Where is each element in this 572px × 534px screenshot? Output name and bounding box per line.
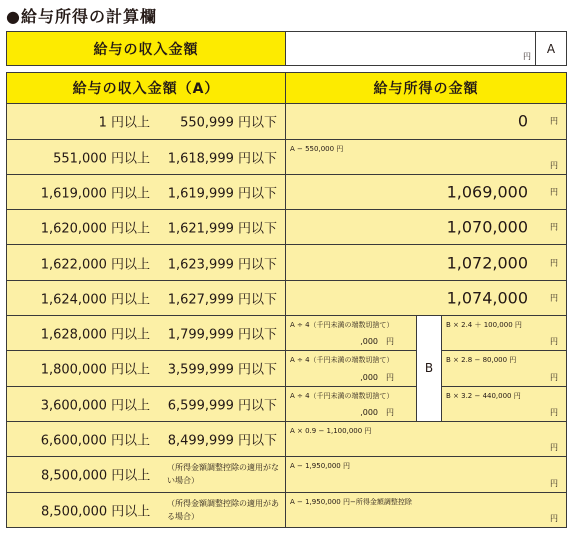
header-salary-income: 給与所得の金額 [286, 73, 567, 104]
thousand-suffix: ,000 円 [360, 337, 394, 347]
range-from: 8,500,000 円以上 [41, 504, 151, 520]
range-to: 1,627,999 円以下 [167, 292, 277, 308]
range-to: 6,599,999 円以下 [167, 398, 277, 414]
amount-cell [286, 174, 567, 209]
yen-unit: 円 [550, 514, 559, 523]
yen-unit: 円 [550, 160, 559, 170]
yen-unit: 円 [550, 407, 559, 417]
b-formula-text: B × 2.8 − 80,000 円 [446, 356, 517, 365]
range-to: 1,621,999 円以下 [167, 221, 277, 237]
table-row-range [7, 316, 286, 351]
yen-unit: 円 [550, 337, 559, 347]
formula-cell[interactable] [286, 457, 567, 492]
amount-value: 1,074,000 [446, 288, 529, 308]
thousand-suffix: ,000 円 [360, 372, 394, 382]
range-from: 8,500,000 円以上 [41, 468, 151, 484]
b-mark: B [417, 316, 442, 422]
income-label: 給与の収入金額 [7, 32, 286, 66]
income-field[interactable] [286, 32, 536, 66]
yen-unit: 円 [550, 293, 559, 303]
b-formula-text: B × 2.4 ＋ 100,000 円 [446, 321, 522, 330]
quarter-formula-cell[interactable] [286, 316, 417, 351]
adjustment-note: （所得金額調整控除の適用がない場合） [167, 463, 279, 486]
table-row-range [7, 280, 286, 315]
yen-unit: 円 [550, 478, 559, 488]
table-row-range [7, 139, 286, 174]
table-row-range [7, 351, 286, 386]
range-to: 1,799,999 円以下 [167, 327, 277, 343]
yen-unit: 円 [550, 187, 559, 197]
range-to: 1,619,999 円以下 [167, 186, 277, 202]
amount-value: 1,069,000 [446, 182, 529, 202]
formula-text: A ÷ 4（千円未満の端数切捨て） [290, 356, 394, 365]
yen-unit: 円 [550, 116, 559, 126]
formula-cell[interactable] [286, 139, 567, 174]
amount-value: 1,070,000 [446, 217, 529, 237]
quarter-formula-cell[interactable] [286, 386, 417, 421]
b-formula-text: B × 3.2 − 440,000 円 [446, 391, 521, 400]
yen-unit: 円 [523, 52, 531, 61]
range-from: 1,800,000 円以上 [40, 362, 150, 378]
formula-text: A ÷ 4（千円未満の端数切捨て） [290, 321, 394, 330]
formula-text: A − 1,950,000 円 [290, 462, 350, 471]
quarter-formula-cell[interactable] [286, 351, 417, 386]
range-to: 550,999 円以下 [180, 115, 277, 131]
amount-cell [286, 210, 567, 245]
table-row-range [7, 386, 286, 421]
salary-income-table [6, 72, 567, 528]
range-from: 3,600,000 円以上 [40, 398, 150, 414]
range-from: 1,624,000 円以上 [40, 292, 150, 308]
b-formula-cell[interactable] [442, 316, 567, 351]
amount-cell [286, 280, 567, 315]
formula-cell[interactable] [286, 421, 567, 456]
b-formula-cell[interactable] [442, 351, 567, 386]
table-row-range [7, 421, 286, 456]
range-from: 1,620,000 円以上 [40, 221, 150, 237]
table-row-range [7, 457, 286, 492]
b-formula-cell[interactable] [442, 386, 567, 421]
formula-text: A × 0.9 − 1,100,000 円 [290, 426, 372, 435]
formula-cell[interactable] [286, 492, 567, 527]
income-input-table [6, 31, 567, 66]
range-to: 1,623,999 円以下 [167, 257, 277, 273]
page-title: ●給与所得の計算欄 [6, 7, 157, 26]
table-row-range [7, 492, 286, 527]
table-row-range [7, 245, 286, 280]
table-row-range [7, 104, 286, 139]
amount-cell [286, 104, 567, 139]
formula-text: A − 1,950,000 円−所得金額調整控除 [290, 497, 412, 506]
range-to: 3,599,999 円以下 [167, 362, 277, 378]
range-to: 1,618,999 円以下 [167, 151, 277, 167]
formula-text: A ÷ 4（千円未満の端数切捨て） [290, 391, 394, 400]
range-to: 8,499,999 円以下 [167, 433, 277, 449]
thousand-suffix: ,000 円 [360, 407, 394, 417]
adjustment-note: （所得金額調整控除の適用がある場合） [167, 498, 279, 521]
range-from: 1,622,000 円以上 [40, 257, 150, 273]
table-row-range [7, 174, 286, 209]
formula-text: A − 550,000 円 [290, 144, 344, 153]
table-row-range [7, 210, 286, 245]
a-mark: A [536, 32, 567, 66]
amount-value: 1,072,000 [446, 253, 529, 273]
yen-unit: 円 [550, 372, 559, 382]
range-from: 1,628,000 円以上 [40, 327, 150, 343]
range-from: 6,600,000 円以上 [40, 433, 150, 449]
yen-unit: 円 [550, 222, 559, 232]
range-from: 551,000 円以上 [53, 151, 150, 167]
range-from: 1 円以上 [98, 115, 150, 131]
amount-cell [286, 245, 567, 280]
yen-unit: 円 [550, 258, 559, 268]
yen-unit: 円 [550, 443, 559, 453]
range-from: 1,619,000 円以上 [40, 186, 150, 202]
amount-value: 0 [517, 111, 529, 131]
header-income: 給与の収入金額（A） [7, 73, 286, 104]
